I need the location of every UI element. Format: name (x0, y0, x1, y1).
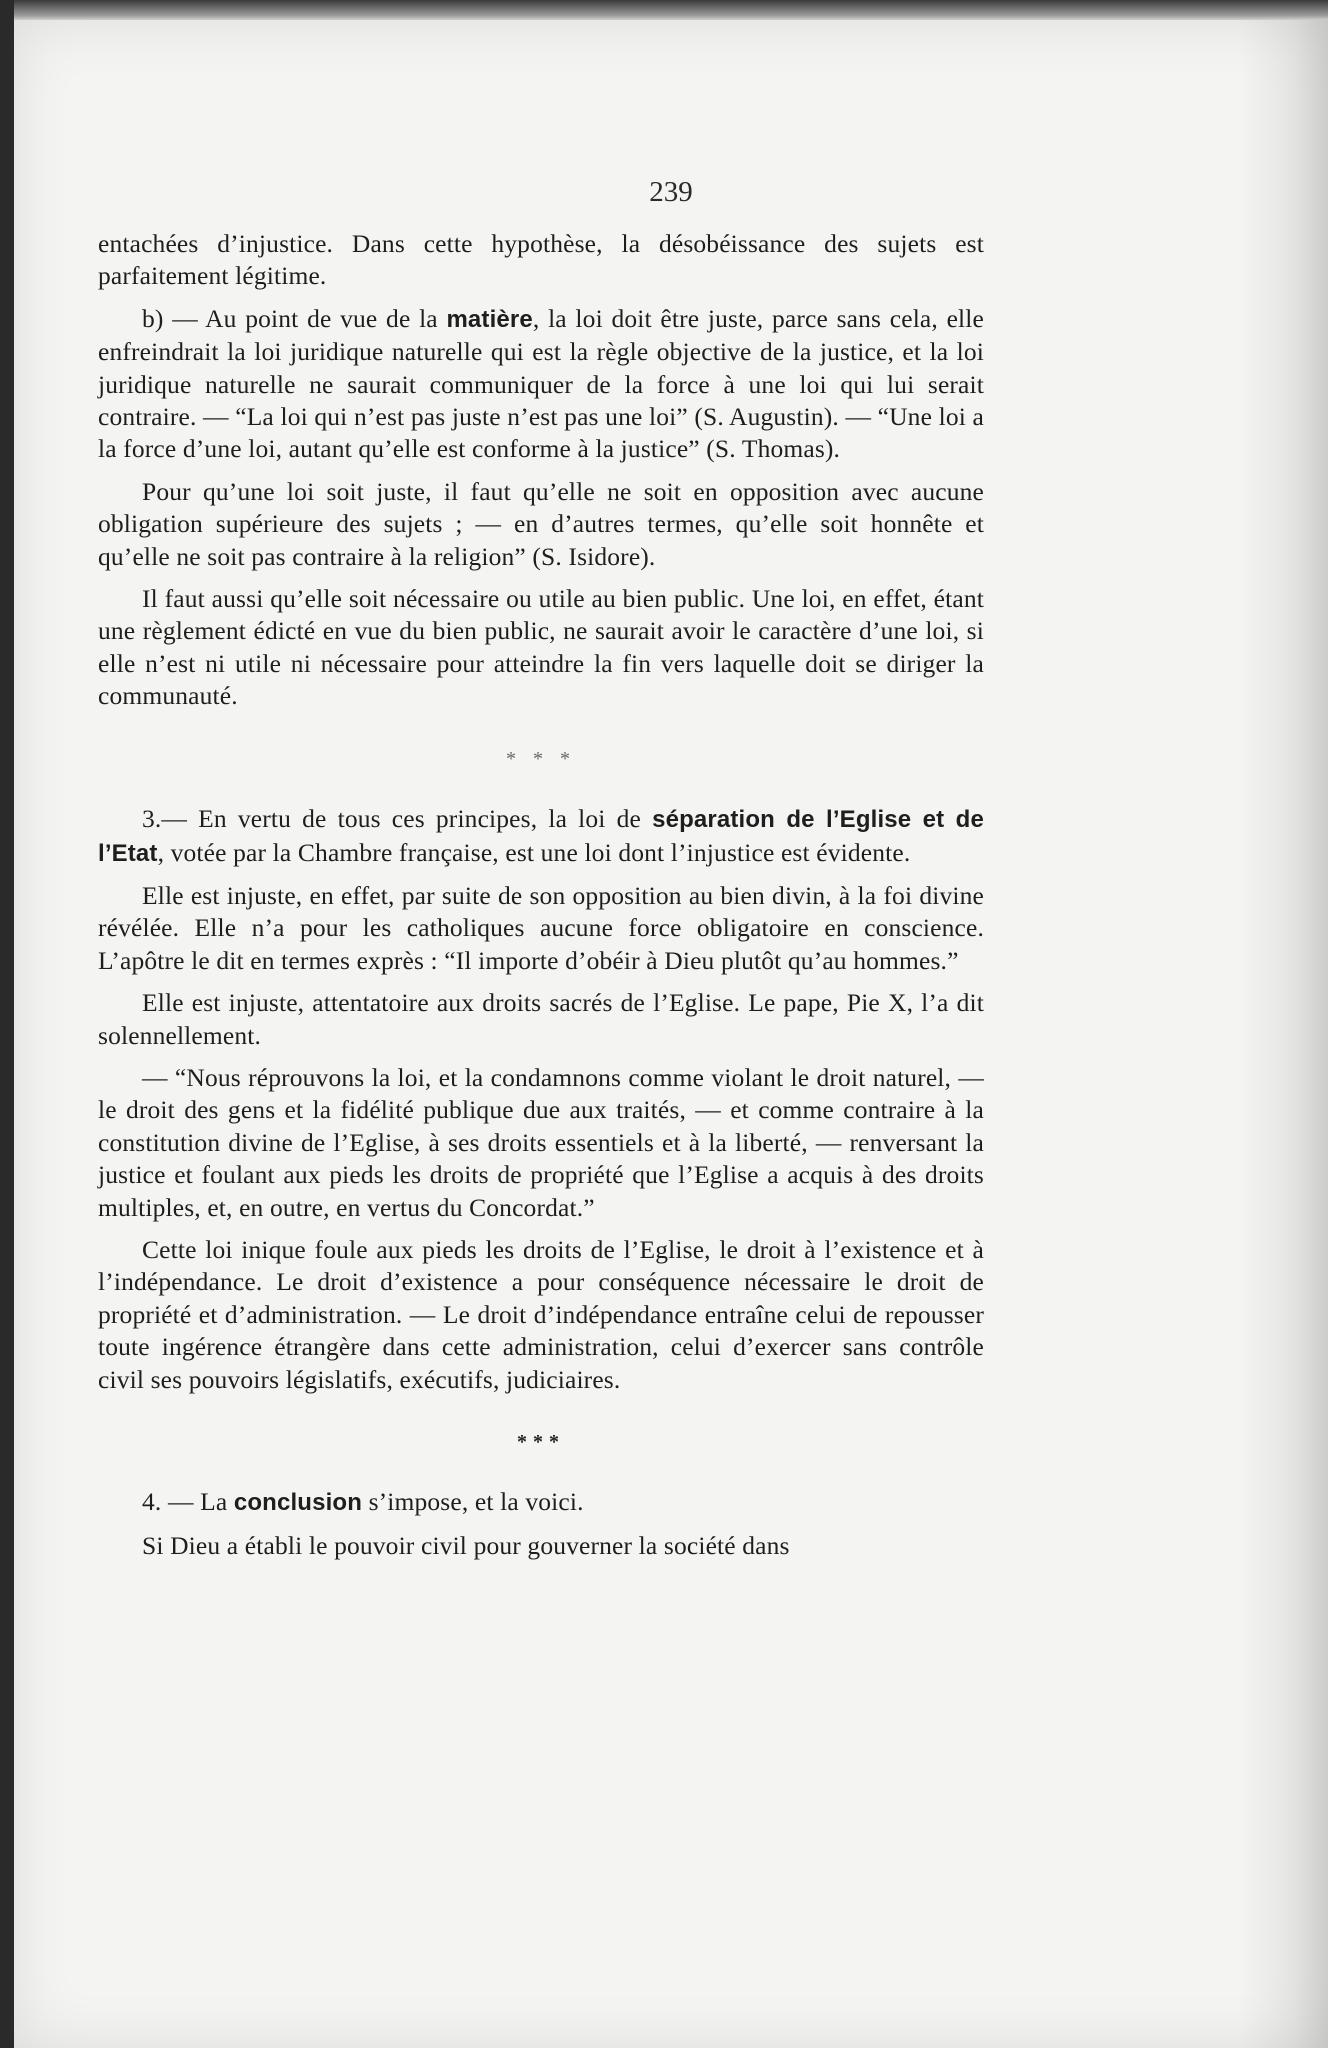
paragraph: 3.— En vertu de tous ces principes, la loi de séparation de l’Eglise et de l’Etat, votée par la Chambre française, est une loi dont l’injustice est évidente. (98, 804, 984, 867)
paragraph: Elle est injuste, en effet, par suite de son opposition au bien divin, à la foi divine révélée. Elle n’a pour les catholiques aucune force obligatoire en conscience. L’apôtre le dit en termes exprès : “Il importe d’obéir à Dieu plutôt qu’au hommes.” (98, 880, 984, 975)
paragraph: — “Nous réprouvons la loi, et la condamnons comme violant le droit naturel, — le droit des gens et la fidélité publique due aux traités, — et comme contraire à la constitution divine de l’Eglise, à ses droits essentiels et à la liberté, — renversant la justice et foulant aux pieds les droits de propriété que l’Eglise a acquis à des droits multiples, et, en outre, en vertus du Concordat.” (98, 1062, 984, 1222)
body-text (98, 228, 984, 1572)
paragraph: Elle est injuste, attentatoire aux droits sacrés de l’Eglise. Le pape, Pie X, l’a dit solennellement. (98, 988, 984, 1050)
paragraph: b) — Au point de vue de la matière, la loi doit être juste, parce sans cela, elle enfreindrait la loi juridique naturelle qui est la règle objective de la justice, et la loi juridique naturelle ne saurait communiquer de la force à une loi qui lui serait contraire. — “La loi qui n’est pas juste n’est pas une loi” (S. Augustin). — “Une loi a la force d’une loi, autant qu’elle est conforme à la justice” (S. Thomas). (98, 303, 984, 464)
paragraph: Pour qu’une loi soit juste, il faut qu’elle ne soit en opposition avec aucune obligation supérieure des sujets ; — en d’autres termes, qu’elle soit honnête et qu’elle ne soit pas contraire à la religion” (S. Isidore). (98, 476, 984, 571)
scan-top-edge (14, 0, 1328, 22)
section-separator: * * * (506, 747, 576, 770)
page-number: 239 (649, 176, 693, 208)
book-page (14, 20, 1328, 2048)
paragraph: entachées d’injustice. Dans cette hypothèse, la désobéissance des sujets est parfaitement légitime. (98, 229, 984, 291)
paragraph: Si Dieu a établi le pouvoir civil pour gouverner la société dans (142, 1530, 790, 1560)
emphasis-separation: séparation de l’Eglise et de l’Etat (98, 806, 984, 867)
page-edge-shadow (1238, 20, 1328, 2048)
emphasis-matiere: matière (446, 305, 533, 333)
paragraph: Cette loi inique foule aux pieds les droits de l’Eglise, le droit à l’existence et à l’indépendance. Le droit d’existence a pour conséquence nécessaire le droit de propriété et d’administration. — Le droit d’indépendance entraîne celui de repousser toute ingérence étrangère dans cette administration, celui d’exercer sans contrôle civil ses pouvoirs législatifs, exécutifs, judiciaires. (98, 1234, 984, 1394)
emphasis-conclusion: conclusion (233, 1489, 363, 1517)
paragraph: 4. — La conclusion s’impose, et la voici. (142, 1487, 584, 1517)
paragraph: Il faut aussi qu’elle soit nécessaire ou utile au bien public. Une loi, en effet, étant une règlement édicté en vue du bien public, ne saurait avoir le caractère d’une loi, si elle n’est ni utile ni nécessaire pour atteindre la fin vers laquelle doit se diriger la communauté. (98, 584, 984, 711)
section-separator: *** (517, 1431, 565, 1453)
